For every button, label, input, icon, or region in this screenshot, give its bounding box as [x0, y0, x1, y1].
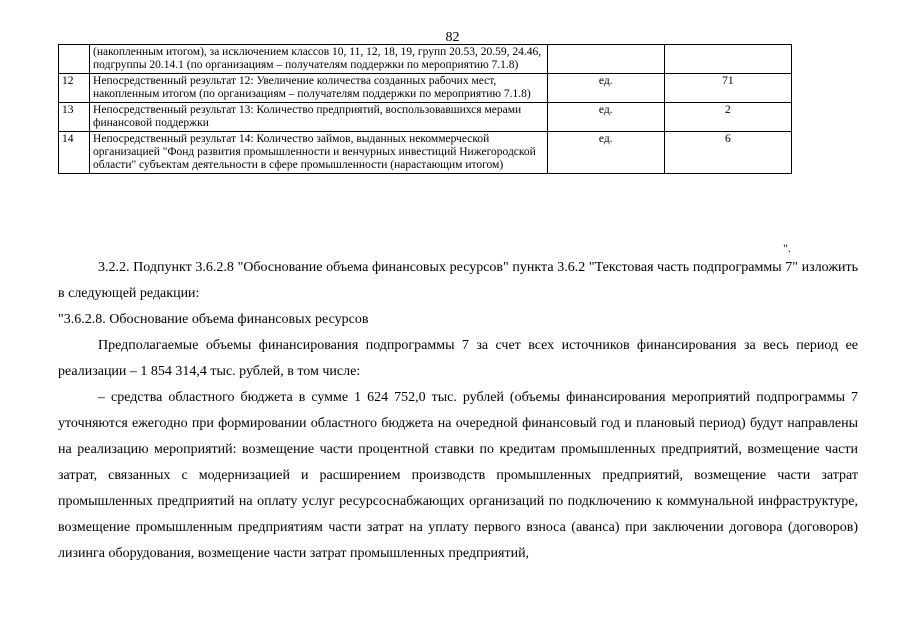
row-number: [59, 45, 90, 74]
row-unit: ед.: [547, 74, 664, 103]
row-value: 6: [664, 132, 791, 174]
table-row: [59, 45, 792, 74]
row-number: 12: [59, 74, 90, 103]
row-indicator-name: Непосредственный результат 14: Количество займов, выданных некоммерческой организацией "Фонд развития промышленности и венчурных инвестиций Нижегородской области" субъектам деятельности в сфере промышленности (нарастающим итогом): [90, 132, 548, 174]
row-number: 14: [59, 132, 90, 174]
table-row: [59, 103, 792, 132]
amendment-paragraph: 3.2.2. Подпункт 3.6.2.8 "Обоснование объема финансовых ресурсов" пункта 3.6.2 "Текстовая часть подпрограммы 7" изложить в следующей редакции:: [58, 260, 858, 301]
section-heading: "3.6.2.8. Обоснование объема финансовых ресурсов: [58, 312, 369, 327]
table-closing-quote: ".: [783, 241, 791, 255]
row-value: 71: [664, 74, 791, 103]
row-indicator-name: Непосредственный результат 12: Увеличение количества созданных рабочих мест, накопленным итогом (по организациям – получателям поддержки по мероприятию 7.1.8): [90, 74, 548, 103]
financing-total-paragraph: Предполагаемые объемы финансирования подпрограммы 7 за счет всех источников финансирования за весь период ее реализации – 1 854 314,4 тыс. рублей, в том числе:: [58, 338, 858, 379]
row-value: [664, 45, 791, 74]
row-unit: ед.: [547, 103, 664, 132]
row-indicator-name: Непосредственный результат 13: Количество предприятий, воспользовавшихся мерами финансовой поддержки: [90, 103, 548, 132]
row-indicator-name: (накопленным итогом), за исключением классов 10, 11, 12, 18, 19, групп 20.53, 20.59, 24.46, подгруппы 20.14.1 (по организациям – получателям поддержки по мероприятию 7.1.8): [90, 45, 548, 74]
row-number: 13: [59, 103, 90, 132]
page-number: 82: [445, 30, 460, 45]
row-value: 2: [664, 103, 791, 132]
indicators-table: [58, 44, 792, 174]
document-body: [58, 255, 858, 567]
table-row: [59, 74, 792, 103]
regional-budget-paragraph: – средства областного бюджета в сумме 1 624 752,0 тыс. рублей (объемы финансирования мероприятий подпрограммы 7 уточняются ежегодно при формировании областного бюджета на очередной финансовый год и плановый период) будут направлены на реализацию мероприятий: возмещение части процентной ставки по кредитам промышленных предприятий, возмещение части затрат, связанных с модернизацией и расширением производств промышленных предприятий, возмещение части затрат промышленных предприятий на оплату услуг ресурсоснабжающих организаций по подключению к коммунальной инфраструктуре, возмещение промышленным предприятиям части затрат на уплату первого взноса (аванса) при заключении договора (договоров) лизинга оборудования, возмещение части затрат промышленных предприятий,: [58, 390, 858, 561]
table-row: [59, 132, 792, 174]
row-unit: ед.: [547, 132, 664, 174]
row-unit: [547, 45, 664, 74]
